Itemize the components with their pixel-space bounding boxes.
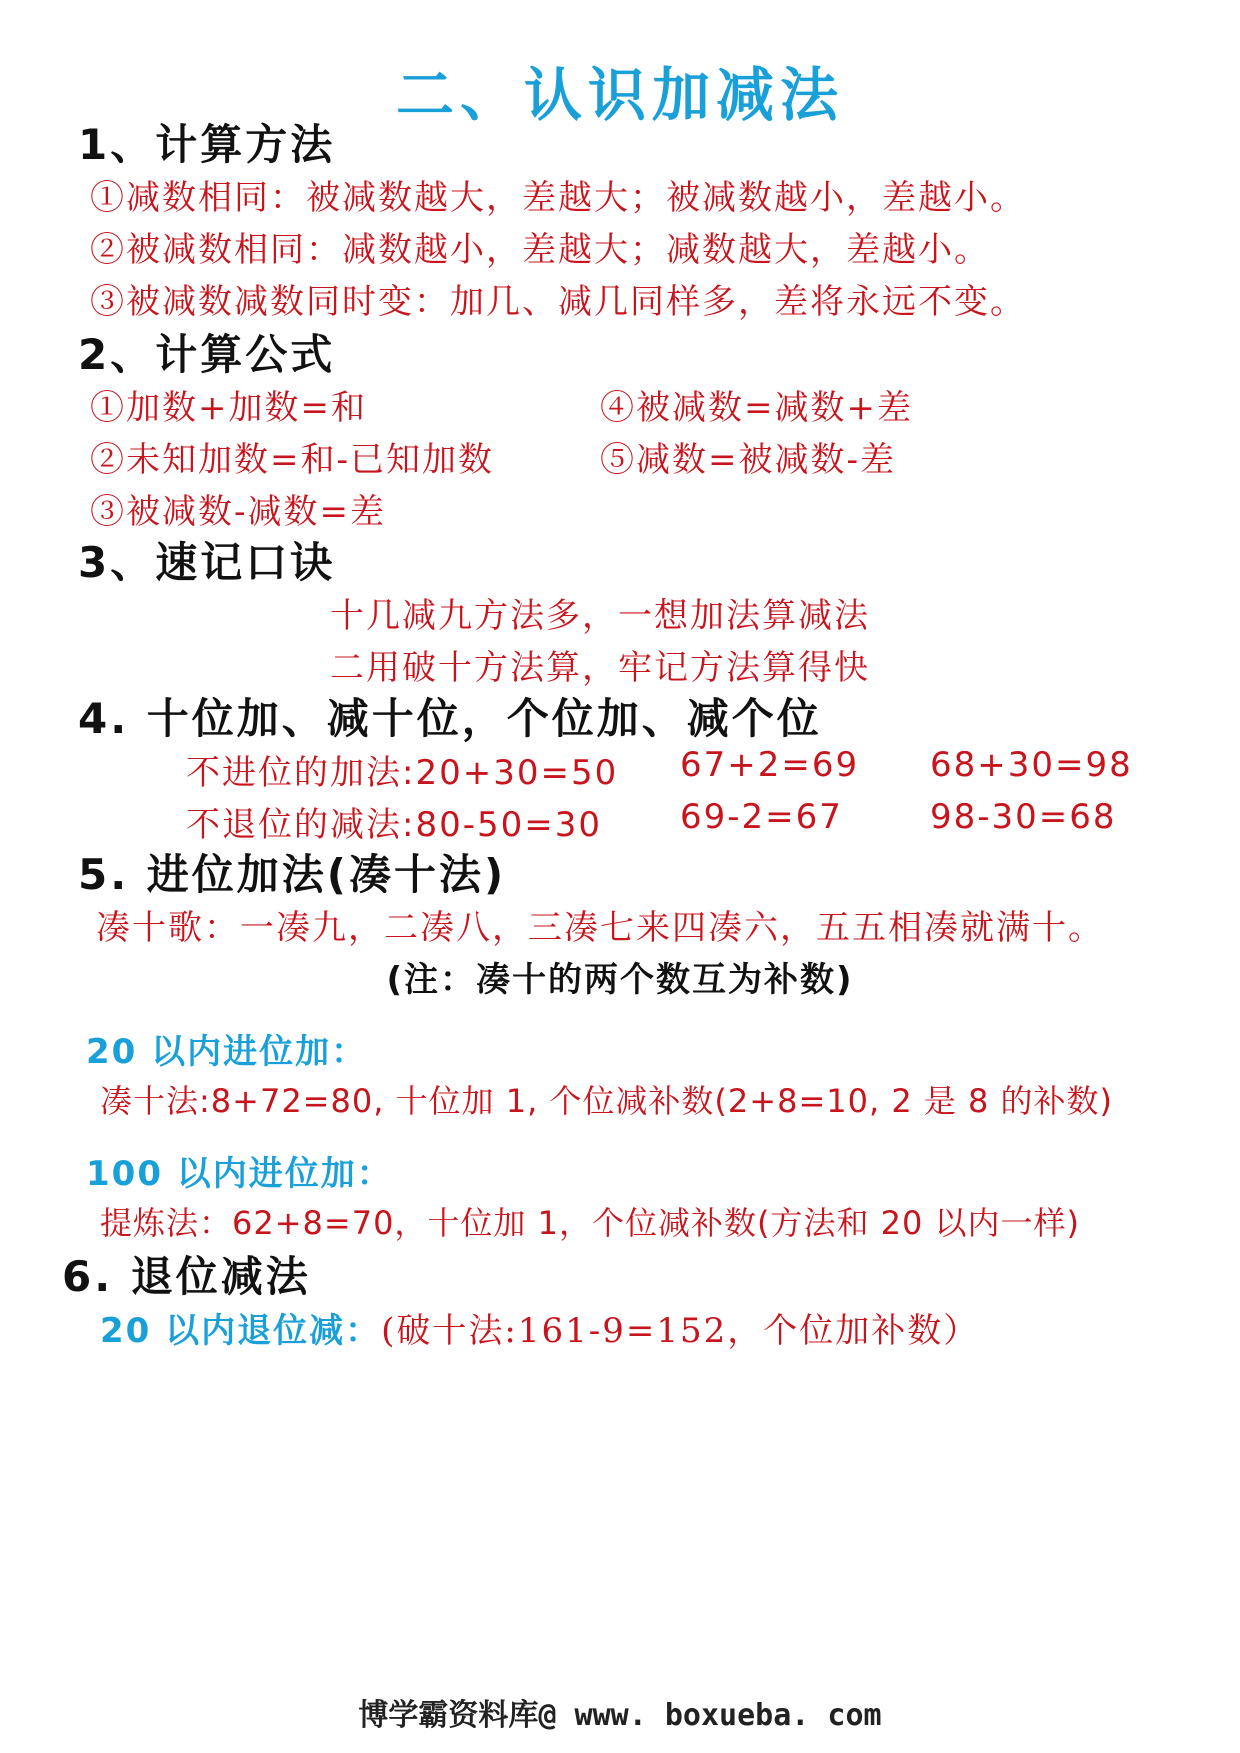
addition-example-3: 68+30=98 [930, 745, 1133, 785]
subtraction-example-2: 69-2=67 [680, 797, 843, 837]
within-20-borrow-label: 20 以内退位减： [100, 1311, 382, 1351]
method-line-1: ①减数相同：被减数越大，差越大；被减数越小，差越小。 [90, 178, 1026, 218]
section-1-heading: 1、计算方法 [78, 120, 336, 169]
within-100-carry-title: 100 以内进位加： [86, 1154, 393, 1194]
subtraction-example-3: 98-30=68 [930, 797, 1117, 837]
section-4-heading: 4. 十位加、减十位，个位加、减个位 [78, 694, 822, 743]
section-3-heading: 3、速记口诀 [78, 538, 336, 587]
within-20-borrow-title [100, 1303, 979, 1352]
method-line-2: ②被减数相同：减数越小，差越大；减数越大，差越小。 [90, 230, 990, 270]
formula-2: ②未知加数=和-已知加数 [90, 440, 494, 480]
within-100-carry-text: 提炼法：62+8=70，十位加 1，个位减补数(方法和 20 以内一样) [100, 1204, 1080, 1242]
rhyme-line-1: 十几减九方法多，一想加法算减法 [330, 596, 870, 636]
make-ten-song: 凑十歌：一凑九，二凑八，三凑七来四凑六，五五相凑就满十。 [96, 908, 1104, 948]
footer-watermark: 博学霸资料库@ www. boxueba. com [358, 1698, 882, 1733]
complement-note: (注：凑十的两个数互为补数) [386, 960, 854, 1000]
within-20-borrow-text: (破十法:161-9=152，个位加补数） [381, 1311, 980, 1351]
formula-5: ⑤减数=被减数-差 [600, 440, 896, 480]
no-carry-addition: 不进位的加法:20+30=50 [186, 753, 619, 793]
formula-1: ①加数+加数=和 [90, 388, 367, 428]
section-6-heading: 6. 退位减法 [62, 1252, 311, 1301]
page-title: 二、认识加减法 [395, 61, 844, 129]
section-2-heading: 2、计算公式 [78, 330, 336, 379]
within-20-carry-text: 凑十法:8+72=80, 十位加 1, 个位减补数(2+8=10, 2 是 8 的补数) [100, 1082, 1114, 1120]
method-line-3: ③被减数减数同时变：加几、减几同样多，差将永远不变。 [90, 282, 1026, 322]
no-borrow-subtraction: 不退位的减法:80-50=30 [186, 805, 603, 845]
formula-3: ③被减数-减数=差 [90, 492, 386, 532]
section-5-heading: 5. 进位加法(凑十法) [78, 850, 507, 899]
addition-example-2: 67+2=69 [680, 745, 860, 785]
within-20-carry-title: 20 以内进位加： [86, 1032, 368, 1072]
formula-4: ④被减数=减数+差 [600, 388, 913, 428]
rhyme-line-2: 二用破十方法算，牢记方法算得快 [330, 648, 870, 688]
